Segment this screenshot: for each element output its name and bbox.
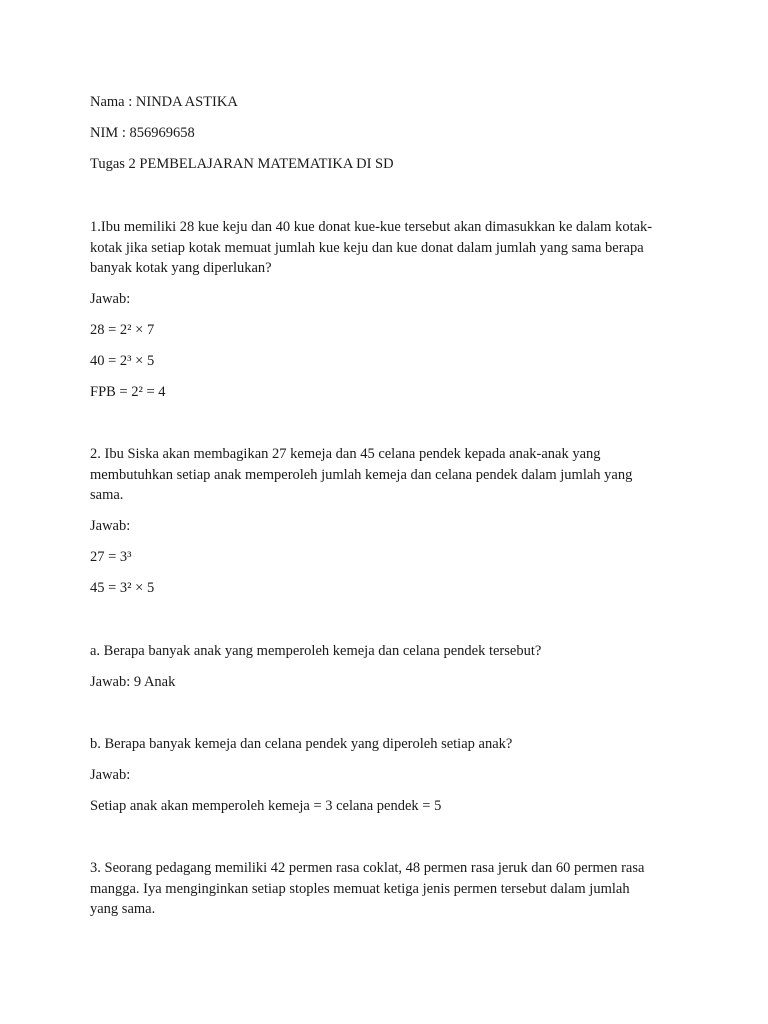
assignment-title: Tugas 2 PEMBELAJARAN MATEMATIKA DI SD [90, 156, 394, 172]
question-3-line: yang sama. [90, 901, 156, 917]
question-1-jawab-label: Jawab: [90, 291, 131, 307]
question-2b-answer: Setiap anak akan memperoleh kemeja = 3 celana pendek = 5 [90, 798, 442, 814]
question-3 [90, 858, 690, 920]
question-1-step-1: 28 = 2² × 7 [90, 322, 155, 338]
question-1-line: banyak kotak yang diperlukan? [90, 260, 272, 276]
question-2-line: membutuhkan setiap anak memperoleh jumlah kemeja dan celana pendek dalam jumlah yang [90, 466, 633, 483]
question-3-line: mangga. Iya menginginkan setiap stoples memuat ketiga jenis permen tersebut dalam jumlah [90, 880, 630, 897]
question-1-line: kotak jika setiap kotak memuat jumlah kue keju dan kue donat dalam jumlah yang sama berapa [90, 239, 644, 256]
question-2 [90, 444, 690, 506]
student-nim: NIM : 856969658 [90, 125, 195, 141]
question-2a-text: a. Berapa banyak anak yang memperoleh kemeja dan celana pendek tersebut? [90, 643, 542, 659]
question-1-line: 1.Ibu memiliki 28 kue keju dan 40 kue donat kue-kue tersebut akan dimasukkan ke dalam kotak- [90, 219, 653, 235]
question-2b-text: b. Berapa banyak kemeja dan celana pendek yang diperoleh setiap anak? [90, 736, 513, 752]
question-2-jawab-label: Jawab: [90, 518, 131, 534]
student-name: Nama : NINDA ASTIKA [90, 94, 238, 110]
question-2-step-1: 27 = 3³ [90, 549, 132, 565]
question-1-step-2: 40 = 2³ × 5 [90, 353, 155, 369]
question-2-step-2: 45 = 3² × 5 [90, 580, 155, 596]
question-1 [90, 217, 690, 279]
question-2b-jawab-label: Jawab: [90, 767, 131, 783]
question-2-line: sama. [90, 487, 124, 503]
question-2a-answer: Jawab: 9 Anak [90, 674, 176, 690]
question-3-line: 3. Seorang pedagang memiliki 42 permen rasa coklat, 48 permen rasa jeruk dan 60 permen rasa [90, 860, 645, 876]
question-2-line: 2. Ibu Siska akan membagikan 27 kemeja dan 45 celana pendek kepada anak-anak yang [90, 446, 601, 462]
question-1-step-3: FPB = 2² = 4 [90, 384, 166, 400]
